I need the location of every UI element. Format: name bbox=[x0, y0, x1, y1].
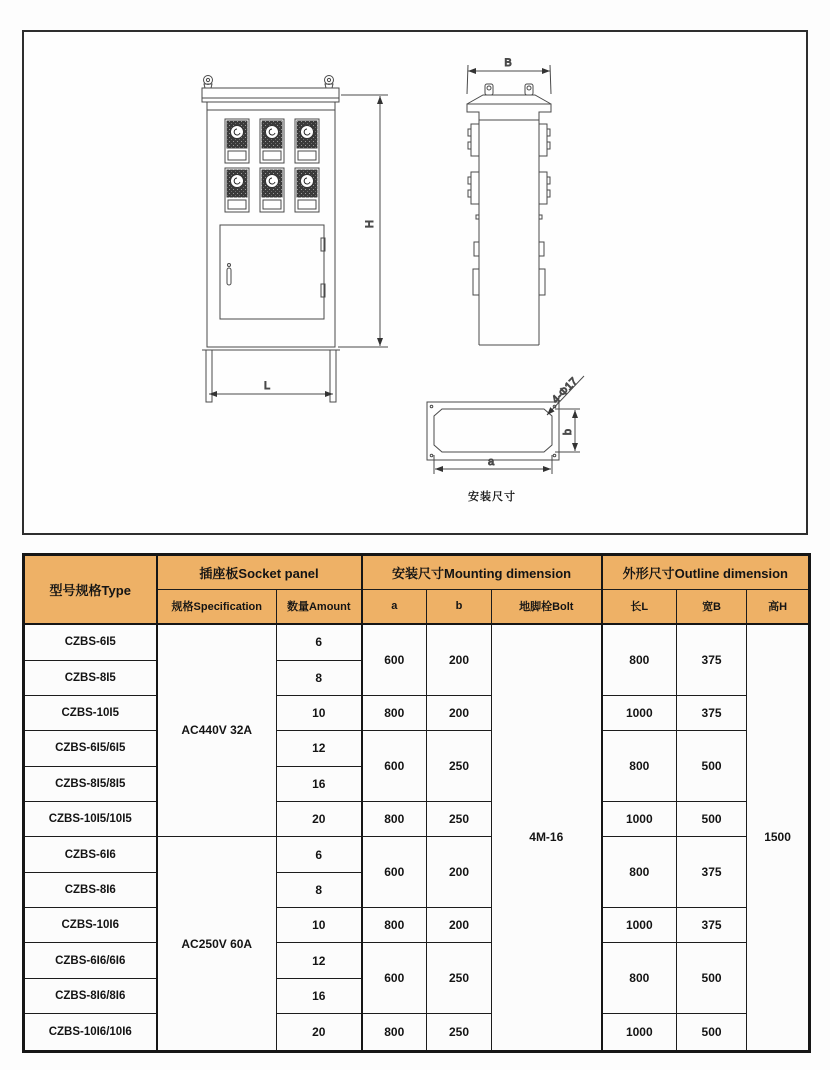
width-cell: 500 bbox=[677, 943, 747, 1014]
header-specification: 规格Specification bbox=[157, 590, 277, 624]
socket-panel bbox=[260, 168, 284, 212]
specification-cell: AC440V 32A bbox=[157, 624, 277, 837]
side-view bbox=[467, 57, 551, 345]
type-cell: CZBS-8I6/8I6 bbox=[24, 978, 157, 1013]
width-cell: 500 bbox=[677, 801, 747, 836]
type-cell: CZBS-10I6 bbox=[24, 908, 157, 943]
amount-cell: 16 bbox=[277, 978, 362, 1013]
length-cell: 1000 bbox=[602, 695, 677, 730]
dimension-a bbox=[434, 455, 552, 474]
drawing-panel bbox=[22, 30, 808, 535]
cabinet-door bbox=[220, 225, 325, 319]
dim-label-B: B bbox=[504, 57, 512, 69]
mounting-view-caption: 安装尺寸 bbox=[468, 491, 516, 503]
length-cell: 800 bbox=[602, 624, 677, 696]
width-cell: 500 bbox=[677, 731, 747, 802]
type-cell: CZBS-6I5/6I5 bbox=[24, 731, 157, 766]
specification-table bbox=[22, 553, 811, 1053]
amount-cell: 12 bbox=[277, 943, 362, 978]
header-type: 型号规格Type bbox=[24, 555, 157, 624]
b-cell: 200 bbox=[427, 908, 492, 943]
bolt-hole-icon bbox=[430, 405, 433, 408]
socket-panel bbox=[260, 119, 284, 163]
dim-label-H: H bbox=[364, 220, 376, 228]
b-cell: 250 bbox=[427, 1014, 492, 1052]
length-cell: 800 bbox=[602, 837, 677, 908]
technical-drawing bbox=[24, 32, 806, 533]
type-cell: CZBS-6I6/6I6 bbox=[24, 943, 157, 978]
side-socket-protrusions bbox=[468, 124, 550, 204]
amount-cell: 20 bbox=[277, 1014, 362, 1052]
type-cell: CZBS-10I6/10I6 bbox=[24, 1014, 157, 1052]
mounting-view bbox=[427, 376, 584, 503]
table-row bbox=[24, 943, 810, 978]
b-cell: 250 bbox=[427, 801, 492, 836]
width-cell: 375 bbox=[677, 837, 747, 908]
table-row bbox=[24, 837, 810, 872]
height-cell: 1500 bbox=[747, 624, 810, 1052]
b-cell: 200 bbox=[427, 624, 492, 696]
width-cell: 375 bbox=[677, 624, 747, 696]
type-cell: CZBS-10I5/10I5 bbox=[24, 801, 157, 836]
table-row bbox=[24, 731, 810, 766]
amount-cell: 12 bbox=[277, 731, 362, 766]
dimension-B bbox=[467, 57, 551, 94]
a-cell: 600 bbox=[362, 731, 427, 802]
dim-label-a: a bbox=[487, 456, 495, 468]
type-cell: CZBS-6I5 bbox=[24, 624, 157, 661]
lifting-eye-icon bbox=[325, 76, 334, 85]
a-cell: 800 bbox=[362, 908, 427, 943]
type-cell: CZBS-8I5 bbox=[24, 660, 157, 695]
table-row bbox=[24, 1014, 810, 1052]
bolt-cell: 4M-16 bbox=[492, 624, 602, 1052]
dimension-H bbox=[338, 95, 388, 347]
type-cell: CZBS-10I5 bbox=[24, 695, 157, 730]
header-outline: 外形尺寸Outline dimension bbox=[602, 555, 810, 590]
socket-panel bbox=[225, 168, 249, 212]
socket-panel bbox=[225, 119, 249, 163]
header-height: 高H bbox=[747, 590, 810, 624]
header-socket-panel: 插座板Socket panel bbox=[157, 555, 362, 590]
amount-cell: 16 bbox=[277, 766, 362, 801]
header-a: a bbox=[362, 590, 427, 624]
socket-panel-grid bbox=[225, 119, 319, 212]
dim-label-b: b bbox=[562, 428, 574, 436]
header-bolt: 地脚栓Bolt bbox=[492, 590, 602, 624]
lifting-eye-icon bbox=[204, 76, 213, 85]
a-cell: 600 bbox=[362, 943, 427, 1014]
b-cell: 200 bbox=[427, 837, 492, 908]
a-cell: 800 bbox=[362, 1014, 427, 1052]
width-cell: 375 bbox=[677, 695, 747, 730]
width-cell: 375 bbox=[677, 908, 747, 943]
length-cell: 1000 bbox=[602, 908, 677, 943]
header-b: b bbox=[427, 590, 492, 624]
length-cell: 800 bbox=[602, 943, 677, 1014]
amount-cell: 6 bbox=[277, 624, 362, 661]
a-cell: 600 bbox=[362, 837, 427, 908]
length-cell: 1000 bbox=[602, 801, 677, 836]
table-row bbox=[24, 624, 810, 661]
dim-label-L: L bbox=[263, 380, 271, 392]
type-cell: CZBS-8I5/8I5 bbox=[24, 766, 157, 801]
header-length: 长L bbox=[602, 590, 677, 624]
side-hinges bbox=[473, 215, 545, 295]
length-cell: 1000 bbox=[602, 1014, 677, 1052]
amount-cell: 8 bbox=[277, 872, 362, 907]
socket-panel bbox=[295, 168, 319, 212]
specification-cell: AC250V 60A bbox=[157, 837, 277, 1052]
type-cell: CZBS-6I6 bbox=[24, 837, 157, 872]
b-cell: 200 bbox=[427, 695, 492, 730]
header-amount: 数量Amount bbox=[277, 590, 362, 624]
amount-cell: 6 bbox=[277, 837, 362, 872]
front-view bbox=[202, 76, 388, 403]
length-cell: 800 bbox=[602, 731, 677, 802]
table-row bbox=[24, 908, 810, 943]
b-cell: 250 bbox=[427, 943, 492, 1014]
a-cell: 800 bbox=[362, 695, 427, 730]
a-cell: 800 bbox=[362, 801, 427, 836]
b-cell: 250 bbox=[427, 731, 492, 802]
socket-panel bbox=[295, 119, 319, 163]
door-handle bbox=[227, 268, 231, 285]
amount-cell: 20 bbox=[277, 801, 362, 836]
table-row bbox=[24, 801, 810, 836]
width-cell: 500 bbox=[677, 1014, 747, 1052]
table-row bbox=[24, 695, 810, 730]
type-cell: CZBS-8I6 bbox=[24, 872, 157, 907]
header-mounting: 安装尺寸Mounting dimension bbox=[362, 555, 602, 590]
bolt-hole-icon bbox=[430, 454, 433, 457]
amount-cell: 10 bbox=[277, 695, 362, 730]
amount-cell: 10 bbox=[277, 908, 362, 943]
bolt-hole-icon bbox=[553, 454, 556, 457]
header-width: 宽B bbox=[677, 590, 747, 624]
holes-label: 4-Φ17 bbox=[549, 375, 581, 407]
amount-cell: 8 bbox=[277, 660, 362, 695]
dimension-L bbox=[209, 380, 333, 394]
a-cell: 600 bbox=[362, 624, 427, 696]
